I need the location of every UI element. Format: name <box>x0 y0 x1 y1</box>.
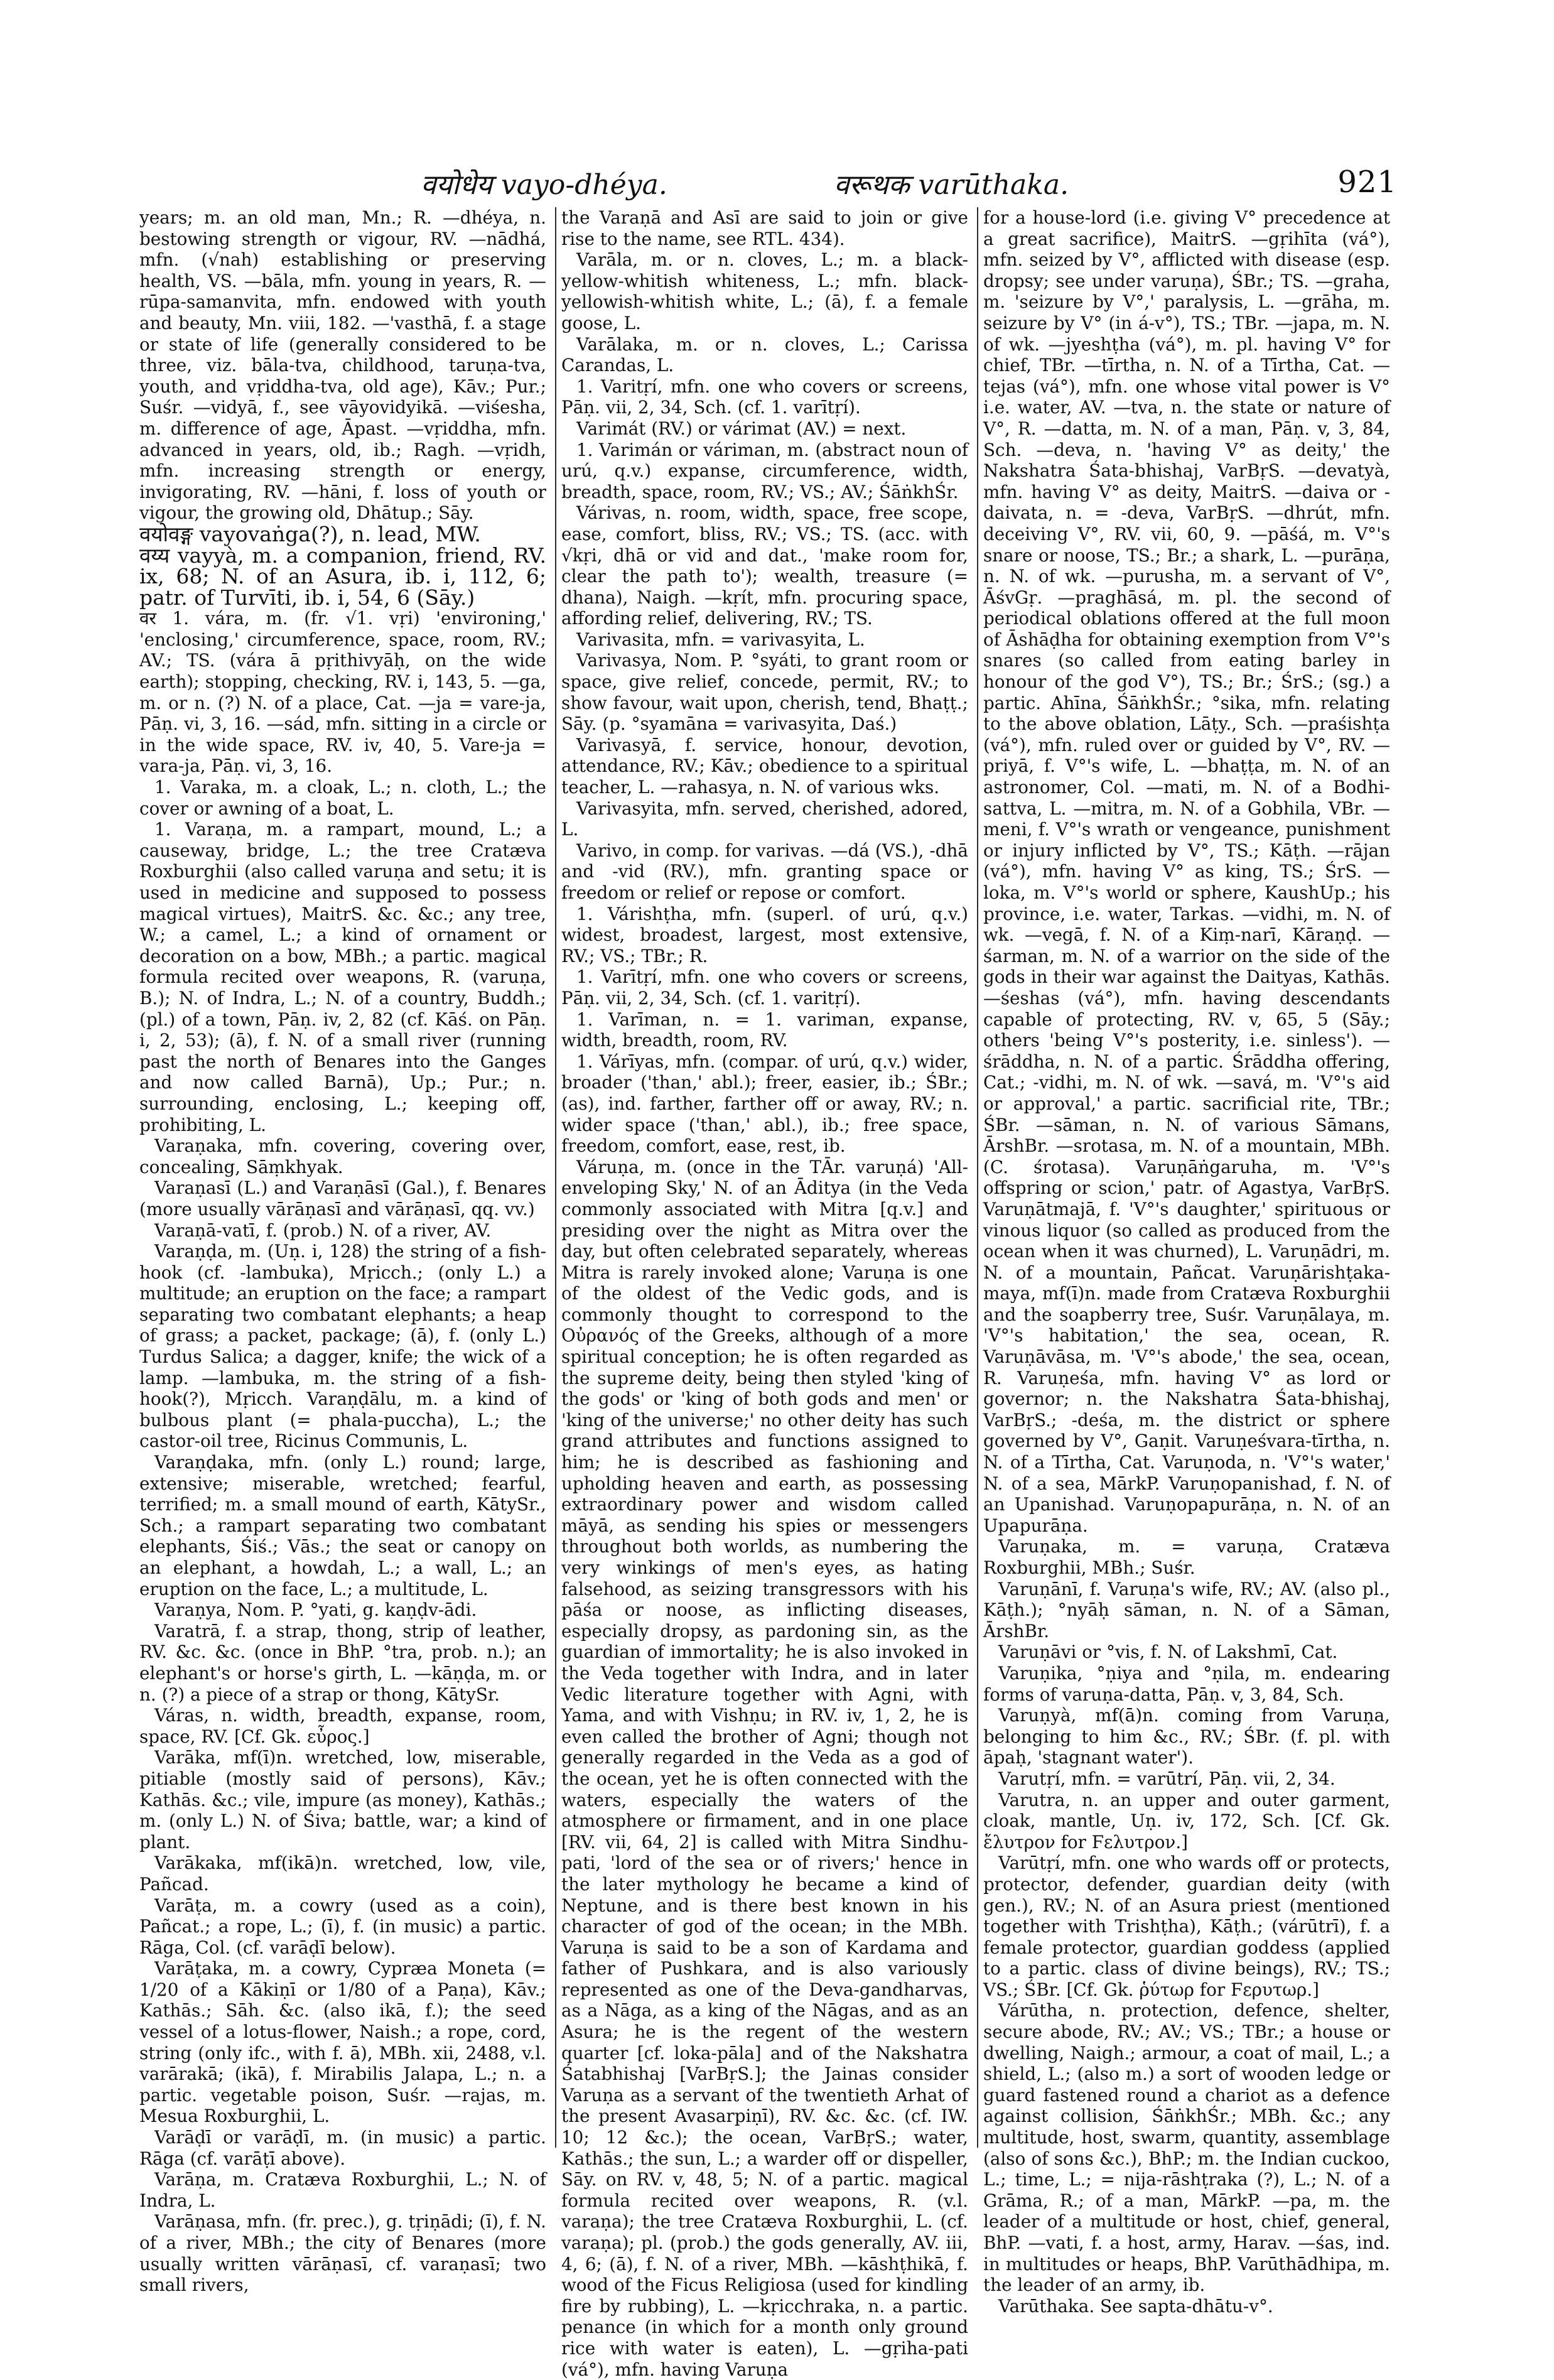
dictionary-entry: वयोवङ्ग vayovaṅga(?), n. lead, MW. <box>139 521 481 546</box>
dictionary-entry: 1. Várīyas, mfn. (compar. of urú, q.v.) wider, broader ('than,' abl.); freer, easier, ib.; ŚBr.; (as), ind. farther, farther off or away, RV.; n. wider space ('than,' abl.), ib.; free space, freedom, comfort, ease, rest, ib. <box>561 1051 968 1157</box>
dictionary-entry: Varaṇasī (L.) and Varaṇāsī (Gal.), f. Benares (more usually vārāṇasī and vārāṇasī, qq. vv.) <box>139 1177 546 1220</box>
dictionary-entry: Varālaka, m. or n. cloves, L.; Carissa Carandas, L. <box>561 333 968 376</box>
dictionary-entry: Varāṭa, m. a cowry (used as a coin), Pañcat.; a rope, L.; (ī), f. (in music) a partic. Rāga, Col. (cf. varāḍī below). <box>139 1895 546 1958</box>
dictionary-entry: Varuṇaka, m. = varuṇa, Cratæva Roxburghii, MBh.; Suśr. <box>983 1536 1390 1578</box>
dictionary-entry: 1. Varītṛí, mfn. one who covers or screens, Pāṇ. vii, 2, 34, Sch. (cf. 1. varitṛí). <box>561 966 968 1009</box>
dictionary-entry: Varāla, m. or n. cloves, L.; m. a black-yellow-whitish whiteness, L.; mfn. black-yellowish-whitish white, L.; (ā), f. a female goose, L. <box>561 249 968 333</box>
dictionary-entry: Várūtha, n. protection, defence, shelter, secure abode, RV.; AV.; VS.; TBr.; a house or dwelling, Naigh.; armour, a coat of mail, L.; a shield, L.; (also m.) a sort of wooden ledge or guard fastened round a chariot as a defence against collision, ŚāṅkhŚr.; MBh. &c.; any multitude, host, swarm, quantity, assemblage (also of sons &c.), BhP.; m. the Indian cuckoo, L.; time, L.; = nija-rāshṭraka (?), L.; N. of a Grāma, R.; of a man, MārkP. —pa, m. the leader of a multitude or host, chief, general, BhP. —vati, f. a host, army, Harav. —śas, ind. in multitudes or heaps, BhP. Varūthādhipa, m. the leader of an army, ib. <box>983 2000 1390 2296</box>
column-2 <box>561 207 968 2380</box>
dictionary-entry: Várivas, n. room, width, space, free scope, ease, comfort, bliss, RV.; VS.; TS. (acc. with √kṛi, dhā or vid and dat., 'make room for, clear the path to'); wealth, treasure (= dhana), Naigh. —kṛít, mfn. procuring space, affording relief, delivering, RV.; TS. <box>561 502 968 629</box>
page-number: 921 <box>1337 165 1397 200</box>
dictionary-entry: Varuṇāvi or °vis, f. N. of Lakshmī, Cat. <box>998 1642 1338 1663</box>
dictionary-entry: Varivasyā, f. service, honour, devotion, attendance, RV.; Kāv.; obedience to a spiritual teacher, L. —rahasya, n. N. of various wks. <box>561 734 968 798</box>
dictionary-entry: वय्य vayyà, m. a companion, friend, RV. ix, 68; N. of an Asura, ib. i, 112, 6; patr. of Turvīti, ib. i, 54, 6 (Sāy.) <box>139 543 546 610</box>
dictionary-entry: Varaṇḍa, m. (Uṇ. i, 128) the string of a fish-hook (cf. -lambuka), Mṛicch.; (only L.) a multitude; an eruption on the face; a rampart separating two combatant elephants; a heap of grass; a packet, package; (ā), f. (only L.) Turdus Salica; a dagger, knife; the wick of a lamp. —lambuka, m. the string of a fish-hook(?), Mṛicch. Varaṇḍālu, m. a kind of bulbous plant (= phala-puccha), L.; the castor-oil tree, Ricinus Communis, L. <box>139 1241 546 1452</box>
dictionary-entry: Varuṇānī, f. Varuṇa's wife, RV.; AV. (also pl., Kāṭh.); °nyāḥ sāman, n. N. of a Sāman, ĀrshBr. <box>983 1578 1390 1642</box>
header-left-guideword: वयोधेय vayo-dhéya. <box>421 169 667 201</box>
dictionary-entry: Varutṛí, mfn. = varūtrí, Pāṇ. vii, 2, 34. <box>998 1768 1335 1789</box>
dictionary-entry: Varivasita, mfn. = varivasyita, L. <box>576 629 865 650</box>
dictionary-entry: the Varaṇā and Asī are said to join or give rise to the name, see RTL. 434). <box>561 207 968 249</box>
dictionary-entry: 1. Varimán or váriman, m. (abstract noun of urú, q.v.) expanse, circumference, width, breadth, space, room, RV.; VS.; AV.; ŚāṅkhŚr. <box>561 439 968 502</box>
dictionary-entry: Varāṇasa, mfn. (fr. prec.), g. tṛiṇādi; (ī), f. N. of a river, MBh.; the city of Benares (more usually written vārāṇasī, cf. varaṇasī; two small rivers, <box>139 2211 546 2296</box>
dictionary-entry: Varāḍī or varāḍī, m. (in music) a partic. Rāga (cf. varāṭī above). <box>139 2127 546 2169</box>
column-1 <box>139 207 546 2296</box>
dictionary-entry: Varāṇa, m. Cratæva Roxburghii, L.; N. of Indra, L. <box>139 2169 546 2211</box>
column-3 <box>983 207 1390 2317</box>
dictionary-entry: Váruṇa, m. (once in the TĀr. varuṇá) 'All-enveloping Sky,' N. of an Āditya (in the Veda commonly associated with Mitra [q.v.] and presiding over the night as Mitra over the day, but often celebrated separately, whereas Mitra is rarely invoked alone; Varuṇa is one of the oldest of the Vedic gods, and is commonly thought to correspond to the Οὐρανός of the Greeks, although of a more spiritual conception; he is often regarded as the supreme deity, being then styled 'king of the gods' or 'king of both gods and men' or 'king of the universe;' no other deity has such grand attributes and functions assigned to him; he is described as fashioning and upholding heaven and earth, as possessing extraordinary power and wisdom called māyā, as sending his spies or messengers throughout both worlds, as numbering the very winkings of men's eyes, as hating falsehood, as seizing transgressors with his pāśa or noose, as inflicting diseases, especially dropsy, as pardoning sin, as the guardian of immortality; he is also invoked in the Veda together with Indra, and in later Vedic literature together with Agni, with Yama, and with Vishṇu; in RV. iv, 1, 2, he is even called the brother of Agni; though not generally regarded in the Veda as a god of the ocean, yet he is often connected with the waters, especially the waters of the atmosphere or firmament, and in one place [RV. vii, 64, 2] is called with Mitra Sindhu-pati, 'lord of the sea or of rivers;' hence in the later mythology he became a kind of Neptune, and is there best known in his character of god of the ocean; in the MBh. Varuṇa is said to be a son of Kardama and father of Pushkara, and is also variously represented as one of the Deva-gandharvas, as a Nāga, as a king of the Nāgas, and as an Asura; he is the regent of the western quarter [cf. loka-pāla] and of the Nakshatra Śatabhishaj [VarBṛS.]; the Jainas consider Varuṇa as a servant of the twentieth Arhat of the present Avasarpiṇī), RV. &c. &c. (cf. IW. 10; 12 &c.); the ocean, VarBṛS.; water, Kathās.; the sun, L.; a warder off or dispeller, Sāy. on RV. v, 48, 5; N. of a partic. magical formula recited over weapons, R. (v.l. varaṇa); the tree Cratæva Roxburghii, L. (cf. varaṇa); pl. (prob.) the gods generally, AV. iii, 4, 6; (ā), f. N. of a river, MBh. —kāshṭhikā, f. wood of the Ficus Religiosa (used for kindling fire by rubbing), L. —kṛicchraka, n. a partic. penance (in which for a month only ground rice with water is eaten), L. —gṛiha-pati (vá°), mfn. having Varuṇa <box>561 1156 968 2380</box>
dictionary-entry: Varaṇā-vatī, f. (prob.) N. of a river, AV. <box>154 1220 492 1241</box>
dictionary-entry: 1. Várishṭha, mfn. (superl. of urú, q.v.) widest, broadest, largest, most extensive, RV.; VS.; TBr.; R. <box>561 903 968 966</box>
dictionary-entry: Varaṇḍaka, mfn. (only L.) round; large, extensive; miserable, wretched; fearful, terrified; m. a small mound of earth, KātySr., Sch.; a rampart separating two combatant elephants, Śiś.; Vās.; the seat or canopy on an elephant, a howdah, L.; a wall, L.; an eruption on the face, L.; a multitude, L. <box>139 1452 546 1599</box>
dictionary-entry: Varūthaka. See sapta-dhātu-v°. <box>998 2295 1273 2317</box>
dictionary-entry: Varuṇika, °ṇiya and °ṇila, m. endearing forms of varuṇa-datta, Pāṇ. v, 3, 84, Sch. <box>983 1662 1390 1705</box>
dictionary-entry: Varāṭaka, m. a cowry, Cypræa Moneta (= 1/20 of a Kākiṇī or 1/80 of a Paṇa), Kāv.; Kathās.; Sāh. &c. (also ikā, f.); the seed vessel of a lotus-flower, Naish.; a rope, cord, string (only ifc., with f. ā), MBh. xii, 2488, v.l. varārakā; (ikā), f. Mirabilis Jalapa, L.; n. a partic. vegetable poison, Suśr. —rajas, m. Mesua Roxburghii, L. <box>139 1958 546 2127</box>
dictionary-entry: Varaṇaka, mfn. covering, covering over, concealing, Sāṃkhyak. <box>139 1135 546 1177</box>
dictionary-entry: Varimát (RV.) or várimat (AV.) = next. <box>576 418 907 439</box>
dictionary-entry: 1. Varaka, m. a cloak, L.; n. cloth, L.; the cover or awning of a boat, L. <box>139 777 546 819</box>
dictionary-entry: for a house-lord (i.e. giving V° precedence at a great sacrifice), MaitrS. —gṛihīta (vá°), mfn. seized by V°, afflicted with disease (esp. dropsy; see under varuṇa), ŚBr.; TS. —graha, m. 'seizure by V°,' paralysis, L. —grāha, m. seizure by V° (in á-v°), TS.; TBr. —japa, m. N. of wk. —jyeshṭha (vá°), m. pl. having V° for chief, TBr. —tīrtha, n. N. of a Tīrtha, Cat. —tejas (vá°), mfn. one whose vital power is V° i.e. water, AV. —tva, n. the state or nature of V°, R. —datta, m. N. of a man, Pāṇ. v, 3, 84, Sch. —deva, n. 'having V° as deity,' the Nakshatra Śata-bhishaj, VarBṛS. —devatyà, mfn. having V° as deity, MaitrS. —daiva or -daivata, n. = -deva, VarBṛS. —dhrút, mfn. deceiving V°, RV. vii, 60, 9. —pāśá, m. V°'s snare or noose, TS.; Br.; a shark, L. —purāṇa, n. N. of wk. —purusha, m. a servant of V°, ĀśvGṛ. —praghāsá, m. pl. the second of periodical oblations offered at the full moon of Āshāḍha for obtaining exemption from V°'s snares (so called from eating barley in honour of the god V°), TS.; Br.; ŚrS.; (sg.) a partic. Ahīna, ŚāṅkhŚr.; °sika, mfn. relating to the above oblation, Lāṭy., Sch. —praśishṭa (vá°), mfn. ruled over or guided by V°, RV. —priyā, f. V°'s wife, L. —bhaṭṭa, m. N. of an astronomer, Col. —mati, m. N. of a Bodhi-sattva, L. —mitra, m. N. of a Gobhila, VBr. —meni, f. V°'s wrath or vengeance, punishment or injury inflicted by V°, TS.; Kāṭh. —rājan (vá°), mfn. having V° as king, TS.; ŚrS. —loka, m. V°'s world or sphere, KaushUp.; his province, i.e. water, Tarkas. —vidhi, m. N. of wk. —vegā, f. N. of a Kiṃ-narī, Kāraṇḍ. —śarman, m. N. of a warrior on the side of the gods in their war against the Daityas, Kathās. —śeshas (vá°), mfn. having descendants capable of protecting, RV. v, 65, 5 (Sāy.; others 'being V°'s posterity, i.e. sinless'). —śrāddha, n. N. of a partic. Śrāddha offering, Cat.; -vidhi, m. N. of wk. —savá, m. 'V°'s aid or approval,' a partic. sacrificial rite, TBr.; ŚBr. —sāman, n. N. of various Sāmans, ĀrshBr. —srotasa, m. N. of a mountain, MBh. (C. śrotasa). Varuṇāṅgaruha, m. 'V°'s offspring or scion,' patr. of Agastya, VarBṛS. Varuṇātmajā, f. 'V°'s daughter,' spirituous or vinous liquor (so called as produced from the ocean when it was churned), L. Varuṇādri, m. N. of a mountain, Pañcat. Varuṇārishṭaka-maya, mf(ī)n. made from Cratæva Roxburghii and the soapberry tree, Suśr. Varuṇālaya, m. 'V°'s habitation,' the sea, ocean, R. Varuṇāvāsa, m. 'V°'s abode,' the sea, ocean, R. Varuṇeśa, mfn. having V° as lord or governor; n. the Nakshatra Śata-bhishaj, VarBṛS.; -deśa, m. the district or sphere governed by V°, Gaṇit. Varuṇeśvara-tīrtha, n. N. of a Tīrtha, Cat. Varuṇoda, n. 'V°'s water,' N. of a sea, MārkP. Varuṇopanishad, f. N. of an Upanishad. Varuṇopapurāṇa, n. N. of an Upapurāṇa. <box>983 207 1390 1536</box>
dictionary-entry: years; m. an old man, Mn.; R. —dhéya, n. bestowing strength or vigour, RV. —nādhá, mfn. (√nah) establishing or preserving health, VS. —bāla, mfn. young in years, R. —rūpa-samanvita, mfn. endowed with youth and beauty, Mn. viii, 182. —'vasthā, f. a stage or state of life (generally considered to be three, viz. bāla-tva, childhood, taruṇa-tva, youth, and vṛiddha-tva, old age), Kāv.; Pur.; Suśr. —vidyā, f., see vāyovidyikā. —viśesha, m. difference of age, Āpast. —vṛiddha, mfn. advanced in years, old, ib.; Ragh. —vṛidh, mfn. increasing strength or energy, invigorating, RV. —hāni, f. loss of youth or vigour, the growing old, Dhātup.; Sāy. <box>139 207 546 524</box>
dictionary-entry: वर 1. vára, m. (fr. √1. vṛi) 'environing,' 'enclosing,' circumference, space, room, RV.; AV.; TS. (vára ā pṛithivyāḥ, on the wide earth); stopping, checking, RV. i, 143, 5. —ga, m. or n. (?) N. of a place, Cat. —ja = vare-ja, Pāṇ. vi, 3, 16. —sád, mfn. sitting in a circle or in the wide space, RV. iv, 40, 5. Vare-ja = vara-ja, Pāṇ. vi, 3, 16. <box>139 608 546 777</box>
dictionary-entry: Varāka, mf(ī)n. wretched, low, miserable, pitiable (mostly said of persons), Kāv.; Kathās. &c.; vile, impure (as money), Kathās.; m. (only L.) N. of Śiva; battle, war; a kind of plant. <box>139 1747 546 1853</box>
dictionary-entry: Varākaka, mf(ikā)n. wretched, low, vile, Pañcad. <box>139 1853 546 1895</box>
header-right-guideword: वरूथक varūthaka. <box>834 169 1069 201</box>
dictionary-entry: Varutra, n. an upper and outer garment, cloak, mantle, Uṇ. iv, 172, Sch. [Cf. Gk. ἔλυτρον for Ϝελυτρον.] <box>983 1789 1390 1853</box>
dictionary-entry: 1. Varitṛí, mfn. one who covers or screens, Pāṇ. vii, 2, 34, Sch. (cf. 1. varītṛí). <box>561 376 968 418</box>
dictionary-entry: Váras, n. width, breadth, expanse, room, space, RV. [Cf. Gk. εὖρος.] <box>139 1705 546 1747</box>
dictionary-entry: Varatrā, f. a strap, thong, strip of leather, RV. &c. &c. (once in BhP. °tra, prob. n.); an elephant's or horse's girth, L. —kāṇḍa, m. or n. (?) a piece of a strap or thong, KātySr. <box>139 1620 546 1705</box>
dictionary-entry: Varivasyita, mfn. served, cherished, adored, L. <box>561 798 968 840</box>
dictionary-entry: Varuṇyà, mf(ā)n. coming from Varuṇa, belonging to him &c., RV.; ŚBr. (f. pl. with āpaḥ, 'stagnant water'). <box>983 1705 1390 1768</box>
dictionary-entry: Varivasya, Nom. P. °syáti, to grant room or space, give relief, concede, permit, RV.; to show favour, wait upon, cherish, tend, Bhaṭṭ.; Sāy. (p. °syamāna = varivasyita, Daś.) <box>561 650 968 735</box>
dictionary-entry: Varūtṛí, mfn. one who wards off or protects, protector, defender, guardian deity (with gen.), RV.; N. of an Asura priest (mentioned together with Trishṭha), Kāṭh.; (várūtrī), f. a female protector, guardian goddess (applied to a partic. class of divine beings), RV.; TS.; VS.; ŚBr. [Cf. Gk. ῥύτωρ for Ϝερυτωρ.] <box>983 1853 1390 2000</box>
dictionary-body <box>139 207 1415 2380</box>
dictionary-entry: 1. Varaṇa, m. a rampart, mound, L.; a causeway, bridge, L.; the tree Cratæva Roxburghii (also called varuṇa and setu; it is used in medicine and supposed to possess magical virtues), MaitrS. &c. &c.; any tree, W.; a camel, L.; a kind of ornament or decoration on a bow, MBh.; a partic. magical formula recited over weapons, R. (varuṇa, B.); N. of Indra, L.; N. of a country, Buddh.; (pl.) of a town, Pāṇ. iv, 2, 82 (cf. Kāś. on Pāṇ. i, 2, 53); (ā), f. N. of a small river (running past the north of Benares into the Ganges and now called Barnā), Up.; Pur.; n. surrounding, enclosing, L.; keeping off, prohibiting, L. <box>139 819 546 1135</box>
dictionary-entry: 1. Varīman, n. = 1. variman, expanse, width, breadth, room, RV. <box>561 1009 968 1051</box>
dictionary-entry: Varivo, in comp. for varivas. —dá (VS.), -dhā and -vid (RV.), mfn. granting space or freedom or relief or repose or comfort. <box>561 840 968 903</box>
dictionary-entry: Varaṇya, Nom. P. °yati, g. kaṇḍv-ādi. <box>154 1599 477 1621</box>
